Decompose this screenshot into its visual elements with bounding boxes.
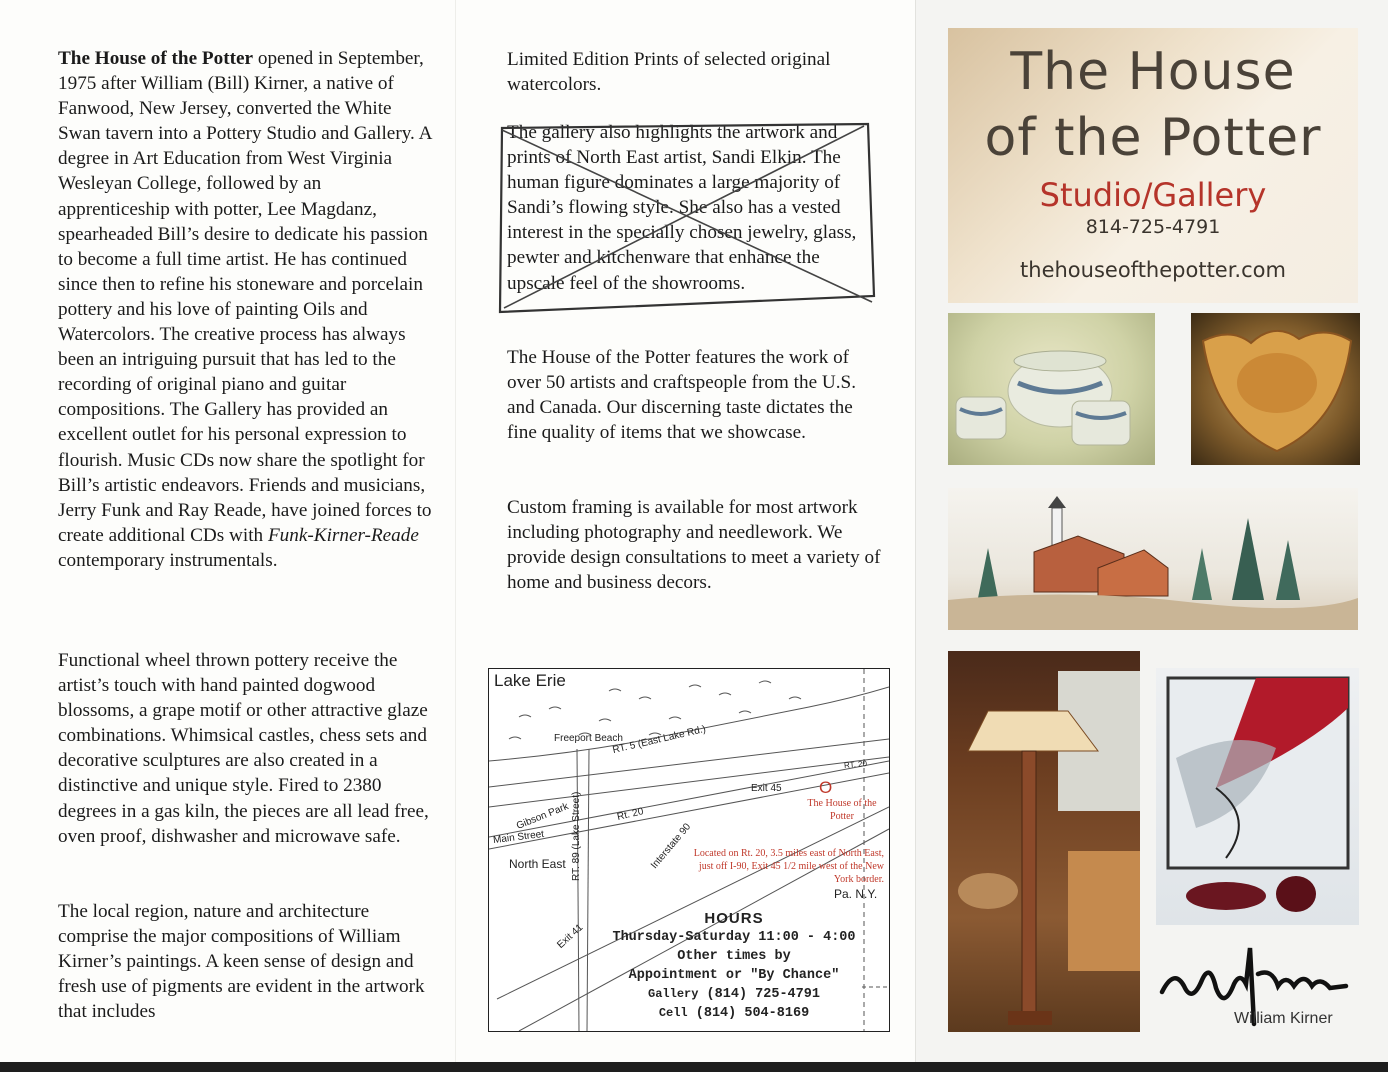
map-rt89-label: RT. 89 (Lake Street) — [571, 791, 582, 881]
map-gallery-label: The House of the Potter — [807, 798, 877, 822]
cell-phone: (814) 504-8169 — [695, 1006, 810, 1021]
map-north-east-label: North East — [509, 857, 566, 871]
map-rt20-sign: RT. 20 — [843, 759, 868, 770]
gallery-phone-label: Gallery — [648, 987, 699, 1001]
map-exit45-label: Exit 45 — [751, 783, 782, 794]
map-gibson-label: Gibson Park — [514, 801, 571, 832]
website-link[interactable]: thehouseofthepotter.com — [1020, 258, 1286, 282]
hours-line: Appointment or "By Chance" — [628, 968, 840, 983]
map-ny-label: N.Y. — [855, 887, 878, 901]
signature-name: William Kirner — [1234, 1010, 1333, 1027]
map-border-label — [834, 887, 877, 901]
hours-line: Thursday-Saturday 11:00 - 4:00 — [612, 930, 856, 945]
map-main-street-label: Main Street — [492, 828, 545, 847]
map-pa-label: Pa. — [834, 887, 853, 901]
brand-subtitle: Studio/Gallery — [1039, 176, 1267, 214]
hours-line: Other times by — [677, 949, 791, 964]
gallery-phone-line — [599, 985, 869, 1004]
brand-phone: 814-725-4791 — [1085, 216, 1221, 238]
artists-paragraph: The House of the Potter features the work of over 50 artists and craftspeople from the U.S. and Canada. Our discerning taste dictates the fine quality of items that we showcase. — [507, 347, 857, 444]
history-paragraph — [58, 46, 433, 573]
cell-phone-line — [599, 1004, 869, 1023]
right-panel — [915, 0, 1388, 1062]
middle-panel — [455, 0, 916, 1062]
hours-title: HOURS — [704, 910, 764, 927]
paintings-paragraph: The local region, nature and architecture comprise the major compositions of William Kirner’s paintings. A keen sense of design and fresh use of pigments are evident in the artwork that includes — [58, 901, 425, 1023]
wood-bowl-photo — [1191, 313, 1360, 465]
lighthouse-painting-photo — [948, 488, 1358, 630]
brand-title-line1: The House — [1010, 42, 1296, 102]
map-exit41-label: Exit 41 — [555, 922, 586, 951]
framing-paragraph: Custom framing is available for most artwork including photography and needlework. We provide design consultations to meet a variety of home and business decors. — [507, 497, 881, 594]
map-directions-note: Located on Rt. 20, 3.5 miles east of North East, just off I-90, Exit 45 1/2 mile west of the New York border. — [693, 848, 884, 885]
strike-through-mark — [496, 120, 876, 316]
map-freeport-label: Freeport Beach — [554, 733, 623, 744]
left-panel — [0, 0, 450, 1062]
scan-edge — [0, 1062, 1388, 1072]
lamp-interior-photo — [948, 651, 1140, 1032]
brand-title-line2: of the Potter — [984, 108, 1322, 168]
map-rt20-label: Rt. 20 — [616, 806, 645, 823]
map-interstate-label: Interstate 90 — [649, 821, 694, 872]
pottery-photo — [948, 313, 1155, 465]
map-gallery-marker-icon: O — [819, 778, 833, 797]
directions-map — [488, 668, 890, 1032]
prints-paragraph: Limited Edition Prints of selected original watercolors. — [507, 49, 831, 96]
gallery-phone: (814) 725-4791 — [706, 987, 820, 1002]
cell-phone-label: Cell — [658, 1006, 688, 1020]
map-rt5-label: RT. 5 (East Lake Rd.) — [611, 723, 707, 756]
brand-header — [948, 28, 1358, 303]
sandi-elkin-paragraph: The gallery also highlights the artwork and prints of North East artist, Sandi Elkin. The human figure dominates a large majority of Sandi’s flowing style. She also has a vested interest in the specially chosen jewelry, glass, pewter and kitchenware that enhance the upscale feel of the showrooms. — [507, 122, 857, 294]
map-lake-label: Lake Erie — [494, 671, 566, 690]
history-paragraph-end: contemporary instrumentals. — [58, 549, 278, 571]
history-paragraph-body: opened in September, 1975 after William (Bill) Kirner, a native of Fanwood, New Jersey, converted the White Swan tavern into a Pottery Studio and Gallery. A degree in Art Education from West Virginia Wesleyan College, followed by an apprenticeship with potter, Lee Magdanz, spearheaded Bill’s desire to dedicate his passion to become a full time artist. He has continued since then to refine his stoneware and porcelain pottery and his love of painting Oils and Watercolors. The creative process has always been an intriguing pursuit that has led to the recording of original piano and guitar compositions. The Gallery has provided an excellent outlet for his personal expression to flourish. Music CDs now share the spotlight for Bill’s artistic endeavors. Friends and musicians, Jerry Funk and Ray Reade, have joined forces to create additional CDs with — [58, 48, 432, 546]
history-paragraph-lead: The House of the Potter — [58, 48, 254, 69]
album-title: Funk-Kirner-Reade — [267, 524, 419, 546]
pottery-paragraph: Functional wheel thrown pottery receive the artist’s touch with hand painted dogwood blossoms, a grape motif or other attractive glaze combinations. Whimsical castles, chess sets and decorative sculptures are also created in a distinctive and unique style. Fired to 2380 degrees in a gas kiln, the pieces are all lead free, oven proof, dishwasher and microwave safe. — [58, 650, 429, 847]
stained-glass-photo — [1156, 668, 1359, 925]
hours-block — [599, 909, 869, 1023]
